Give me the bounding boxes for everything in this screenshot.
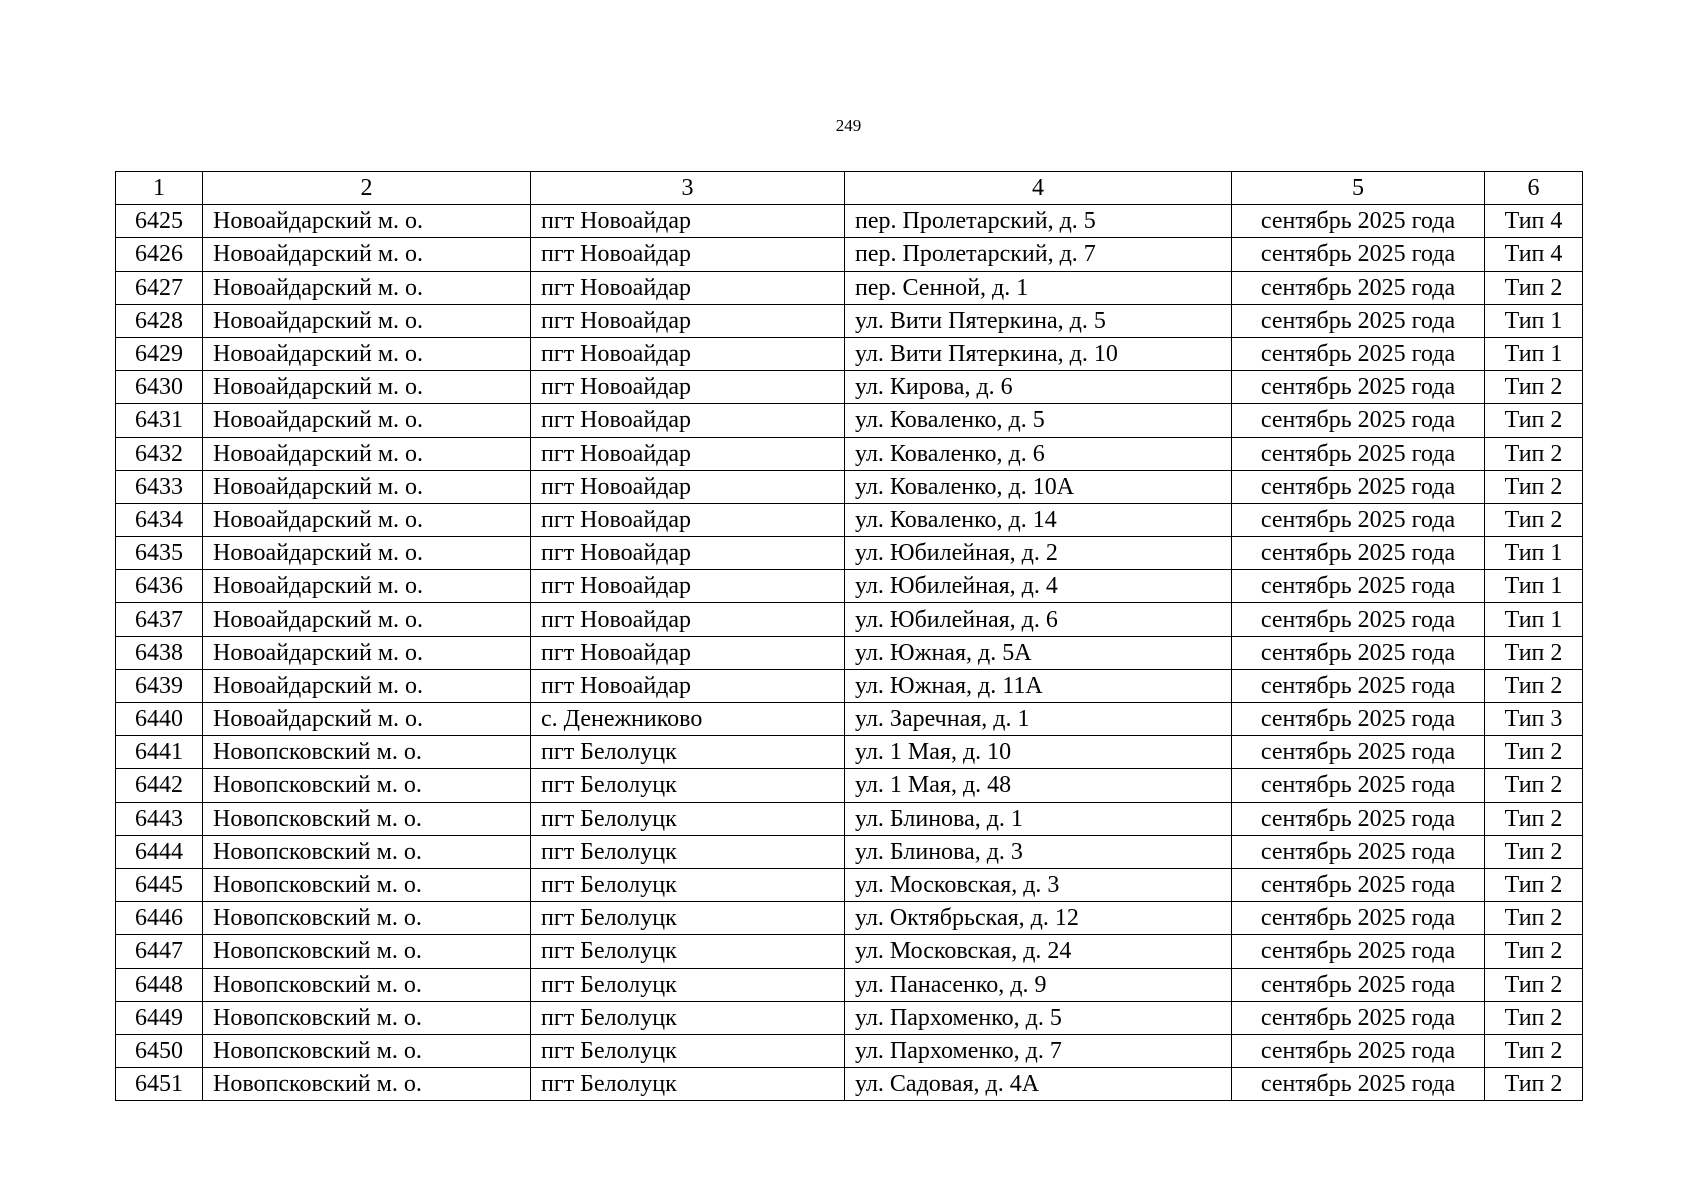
type-cell: Тип 1 [1485, 537, 1583, 570]
table-row [116, 238, 1583, 271]
row-number-cell: 6447 [116, 935, 203, 968]
table-row [116, 736, 1583, 769]
settlement-cell: пгт Белолуцк [531, 736, 845, 769]
settlement-cell: пгт Новоайдар [531, 404, 845, 437]
date-cell: сентябрь 2025 года [1232, 603, 1485, 636]
table-row [116, 868, 1583, 901]
date-cell: сентябрь 2025 года [1232, 1068, 1485, 1101]
municipality-cell: Новопсковский м. о. [203, 769, 531, 802]
settlement-cell: пгт Белолуцк [531, 769, 845, 802]
date-cell: сентябрь 2025 года [1232, 337, 1485, 370]
table-row [116, 503, 1583, 536]
date-cell: сентябрь 2025 года [1232, 902, 1485, 935]
address-cell: пер. Сенной, д. 1 [845, 271, 1232, 304]
date-cell: сентябрь 2025 года [1232, 537, 1485, 570]
address-cell: ул. Панасенко, д. 9 [845, 968, 1232, 1001]
municipality-cell: Новоайдарский м. о. [203, 371, 531, 404]
page-number: 249 [835, 116, 862, 135]
type-cell: Тип 2 [1485, 1068, 1583, 1101]
municipality-cell: Новопсковский м. о. [203, 902, 531, 935]
municipality-cell: Новоайдарский м. о. [203, 669, 531, 702]
municipality-cell: Новопсковский м. о. [203, 868, 531, 901]
table-row [116, 769, 1583, 802]
settlement-cell: пгт Белолуцк [531, 968, 845, 1001]
type-cell: Тип 2 [1485, 669, 1583, 702]
type-cell: Тип 2 [1485, 371, 1583, 404]
row-number-cell: 6440 [116, 703, 203, 736]
settlement-cell: пгт Новоайдар [531, 238, 845, 271]
column-header-3: 3 [531, 172, 845, 205]
table-header-row [116, 172, 1583, 205]
address-cell: ул. Коваленко, д. 10А [845, 470, 1232, 503]
date-cell: сентябрь 2025 года [1232, 238, 1485, 271]
table-row [116, 404, 1583, 437]
column-header-2: 2 [203, 172, 531, 205]
address-cell: ул. Заречная, д. 1 [845, 703, 1232, 736]
date-cell: сентябрь 2025 года [1232, 503, 1485, 536]
row-number-cell: 6428 [116, 304, 203, 337]
settlement-cell: пгт Белолуцк [531, 868, 845, 901]
settlement-cell: пгт Белолуцк [531, 902, 845, 935]
table-row [116, 1034, 1583, 1067]
address-cell: ул. Пархоменко, д. 5 [845, 1001, 1232, 1034]
table-row [116, 935, 1583, 968]
address-cell: ул. Кирова, д. 6 [845, 371, 1232, 404]
municipality-cell: Новоайдарский м. о. [203, 570, 531, 603]
type-cell: Тип 3 [1485, 703, 1583, 736]
address-cell: ул. Южная, д. 5А [845, 636, 1232, 669]
row-number-cell: 6433 [116, 470, 203, 503]
address-cell: пер. Пролетарский, д. 7 [845, 238, 1232, 271]
type-cell: Тип 1 [1485, 570, 1583, 603]
row-number-cell: 6429 [116, 337, 203, 370]
row-number-cell: 6437 [116, 603, 203, 636]
settlement-cell: пгт Белолуцк [531, 835, 845, 868]
row-number-cell: 6432 [116, 437, 203, 470]
date-cell: сентябрь 2025 года [1232, 968, 1485, 1001]
address-cell: ул. Московская, д. 3 [845, 868, 1232, 901]
type-cell: Тип 2 [1485, 1034, 1583, 1067]
address-cell: ул. 1 Мая, д. 48 [845, 769, 1232, 802]
table-row [116, 703, 1583, 736]
table-row [116, 835, 1583, 868]
address-cell: ул. Вити Пятеркина, д. 5 [845, 304, 1232, 337]
row-number-cell: 6427 [116, 271, 203, 304]
table-row [116, 371, 1583, 404]
municipality-cell: Новопсковский м. о. [203, 835, 531, 868]
table-row [116, 205, 1583, 238]
settlement-cell: пгт Белолуцк [531, 1034, 845, 1067]
row-number-cell: 6436 [116, 570, 203, 603]
row-number-cell: 6451 [116, 1068, 203, 1101]
date-cell: сентябрь 2025 года [1232, 371, 1485, 404]
settlement-cell: пгт Белолуцк [531, 935, 845, 968]
table-row [116, 304, 1583, 337]
type-cell: Тип 2 [1485, 736, 1583, 769]
row-number-cell: 6435 [116, 537, 203, 570]
address-cell: ул. Южная, д. 11А [845, 669, 1232, 702]
table-row [116, 802, 1583, 835]
municipality-cell: Новоайдарский м. о. [203, 238, 531, 271]
table-row [116, 669, 1583, 702]
type-cell: Тип 2 [1485, 636, 1583, 669]
row-number-cell: 6431 [116, 404, 203, 437]
address-cell: ул. Блинова, д. 1 [845, 802, 1232, 835]
type-cell: Тип 1 [1485, 337, 1583, 370]
settlement-cell: пгт Белолуцк [531, 1068, 845, 1101]
table-row [116, 1001, 1583, 1034]
table-body [116, 205, 1583, 1101]
date-cell: сентябрь 2025 года [1232, 769, 1485, 802]
row-number-cell: 6443 [116, 802, 203, 835]
date-cell: сентябрь 2025 года [1232, 205, 1485, 238]
municipality-cell: Новоайдарский м. о. [203, 603, 531, 636]
address-cell: ул. Пархоменко, д. 7 [845, 1034, 1232, 1067]
address-cell: ул. Вити Пятеркина, д. 10 [845, 337, 1232, 370]
date-cell: сентябрь 2025 года [1232, 868, 1485, 901]
settlement-cell: пгт Новоайдар [531, 437, 845, 470]
table-row [116, 337, 1583, 370]
settlement-cell: с. Денежниково [531, 703, 845, 736]
settlement-cell: пгт Новоайдар [531, 570, 845, 603]
type-cell: Тип 4 [1485, 205, 1583, 238]
municipality-cell: Новопсковский м. о. [203, 1068, 531, 1101]
type-cell: Тип 2 [1485, 503, 1583, 536]
address-cell: ул. Юбилейная, д. 6 [845, 603, 1232, 636]
table-row [116, 271, 1583, 304]
type-cell: Тип 2 [1485, 902, 1583, 935]
type-cell: Тип 2 [1485, 835, 1583, 868]
row-number-cell: 6445 [116, 868, 203, 901]
column-header-4: 4 [845, 172, 1232, 205]
municipality-cell: Новоайдарский м. о. [203, 271, 531, 304]
address-cell: ул. Садовая, д. 4А [845, 1068, 1232, 1101]
settlement-cell: пгт Новоайдар [531, 669, 845, 702]
address-cell: ул. Московская, д. 24 [845, 935, 1232, 968]
municipality-cell: Новоайдарский м. о. [203, 636, 531, 669]
type-cell: Тип 2 [1485, 802, 1583, 835]
row-number-cell: 6438 [116, 636, 203, 669]
row-number-cell: 6426 [116, 238, 203, 271]
type-cell: Тип 2 [1485, 470, 1583, 503]
settlement-cell: пгт Новоайдар [531, 470, 845, 503]
column-header-6: 6 [1485, 172, 1583, 205]
settlement-cell: пгт Новоайдар [531, 337, 845, 370]
row-number-cell: 6446 [116, 902, 203, 935]
municipality-cell: Новопсковский м. о. [203, 968, 531, 1001]
address-cell: ул. Коваленко, д. 6 [845, 437, 1232, 470]
settlement-cell: пгт Новоайдар [531, 304, 845, 337]
type-cell: Тип 2 [1485, 968, 1583, 1001]
municipality-cell: Новопсковский м. о. [203, 935, 531, 968]
settlement-cell: пгт Новоайдар [531, 636, 845, 669]
municipality-cell: Новоайдарский м. о. [203, 404, 531, 437]
type-cell: Тип 2 [1485, 404, 1583, 437]
municipality-cell: Новоайдарский м. о. [203, 304, 531, 337]
municipality-cell: Новоайдарский м. о. [203, 205, 531, 238]
row-number-cell: 6449 [116, 1001, 203, 1034]
municipality-cell: Новоайдарский м. о. [203, 437, 531, 470]
settlement-cell: пгт Новоайдар [531, 205, 845, 238]
date-cell: сентябрь 2025 года [1232, 1034, 1485, 1067]
address-cell: ул. Коваленко, д. 5 [845, 404, 1232, 437]
address-cell: ул. Юбилейная, д. 2 [845, 537, 1232, 570]
date-cell: сентябрь 2025 года [1232, 1001, 1485, 1034]
type-cell: Тип 2 [1485, 271, 1583, 304]
row-number-cell: 6442 [116, 769, 203, 802]
column-header-1: 1 [116, 172, 203, 205]
date-cell: сентябрь 2025 года [1232, 636, 1485, 669]
type-cell: Тип 1 [1485, 603, 1583, 636]
address-cell: ул. Коваленко, д. 14 [845, 503, 1232, 536]
row-number-cell: 6425 [116, 205, 203, 238]
date-cell: сентябрь 2025 года [1232, 470, 1485, 503]
municipality-cell: Новопсковский м. о. [203, 1001, 531, 1034]
municipality-cell: Новоайдарский м. о. [203, 537, 531, 570]
settlement-cell: пгт Белолуцк [531, 802, 845, 835]
date-cell: сентябрь 2025 года [1232, 835, 1485, 868]
row-number-cell: 6441 [116, 736, 203, 769]
settlement-cell: пгт Новоайдар [531, 371, 845, 404]
table-row [116, 636, 1583, 669]
registry-table [115, 171, 1583, 1101]
row-number-cell: 6434 [116, 503, 203, 536]
date-cell: сентябрь 2025 года [1232, 935, 1485, 968]
type-cell: Тип 2 [1485, 935, 1583, 968]
table-row [116, 902, 1583, 935]
settlement-cell: пгт Белолуцк [531, 1001, 845, 1034]
date-cell: сентябрь 2025 года [1232, 271, 1485, 304]
date-cell: сентябрь 2025 года [1232, 570, 1485, 603]
settlement-cell: пгт Новоайдар [531, 503, 845, 536]
date-cell: сентябрь 2025 года [1232, 703, 1485, 736]
date-cell: сентябрь 2025 года [1232, 669, 1485, 702]
table-row [116, 603, 1583, 636]
municipality-cell: Новопсковский м. о. [203, 802, 531, 835]
date-cell: сентябрь 2025 года [1232, 304, 1485, 337]
type-cell: Тип 2 [1485, 769, 1583, 802]
table-row [116, 570, 1583, 603]
type-cell: Тип 1 [1485, 304, 1583, 337]
date-cell: сентябрь 2025 года [1232, 736, 1485, 769]
municipality-cell: Новоайдарский м. о. [203, 503, 531, 536]
row-number-cell: 6448 [116, 968, 203, 1001]
address-cell: ул. Октябрьская, д. 12 [845, 902, 1232, 935]
address-cell: ул. 1 Мая, д. 10 [845, 736, 1232, 769]
settlement-cell: пгт Новоайдар [531, 537, 845, 570]
date-cell: сентябрь 2025 года [1232, 802, 1485, 835]
table-row [116, 968, 1583, 1001]
row-number-cell: 6444 [116, 835, 203, 868]
date-cell: сентябрь 2025 года [1232, 437, 1485, 470]
date-cell: сентябрь 2025 года [1232, 404, 1485, 437]
settlement-cell: пгт Новоайдар [531, 603, 845, 636]
address-cell: ул. Блинова, д. 3 [845, 835, 1232, 868]
municipality-cell: Новоайдарский м. о. [203, 470, 531, 503]
row-number-cell: 6439 [116, 669, 203, 702]
row-number-cell: 6430 [116, 371, 203, 404]
type-cell: Тип 2 [1485, 1001, 1583, 1034]
address-cell: пер. Пролетарский, д. 5 [845, 205, 1232, 238]
table-row [116, 1068, 1583, 1101]
table-row [116, 537, 1583, 570]
column-header-5: 5 [1232, 172, 1485, 205]
table-row [116, 437, 1583, 470]
type-cell: Тип 2 [1485, 868, 1583, 901]
settlement-cell: пгт Новоайдар [531, 271, 845, 304]
table-row [116, 470, 1583, 503]
municipality-cell: Новоайдарский м. о. [203, 337, 531, 370]
municipality-cell: Новопсковский м. о. [203, 736, 531, 769]
row-number-cell: 6450 [116, 1034, 203, 1067]
address-cell: ул. Юбилейная, д. 4 [845, 570, 1232, 603]
municipality-cell: Новопсковский м. о. [203, 1034, 531, 1067]
municipality-cell: Новоайдарский м. о. [203, 703, 531, 736]
type-cell: Тип 2 [1485, 437, 1583, 470]
type-cell: Тип 4 [1485, 238, 1583, 271]
